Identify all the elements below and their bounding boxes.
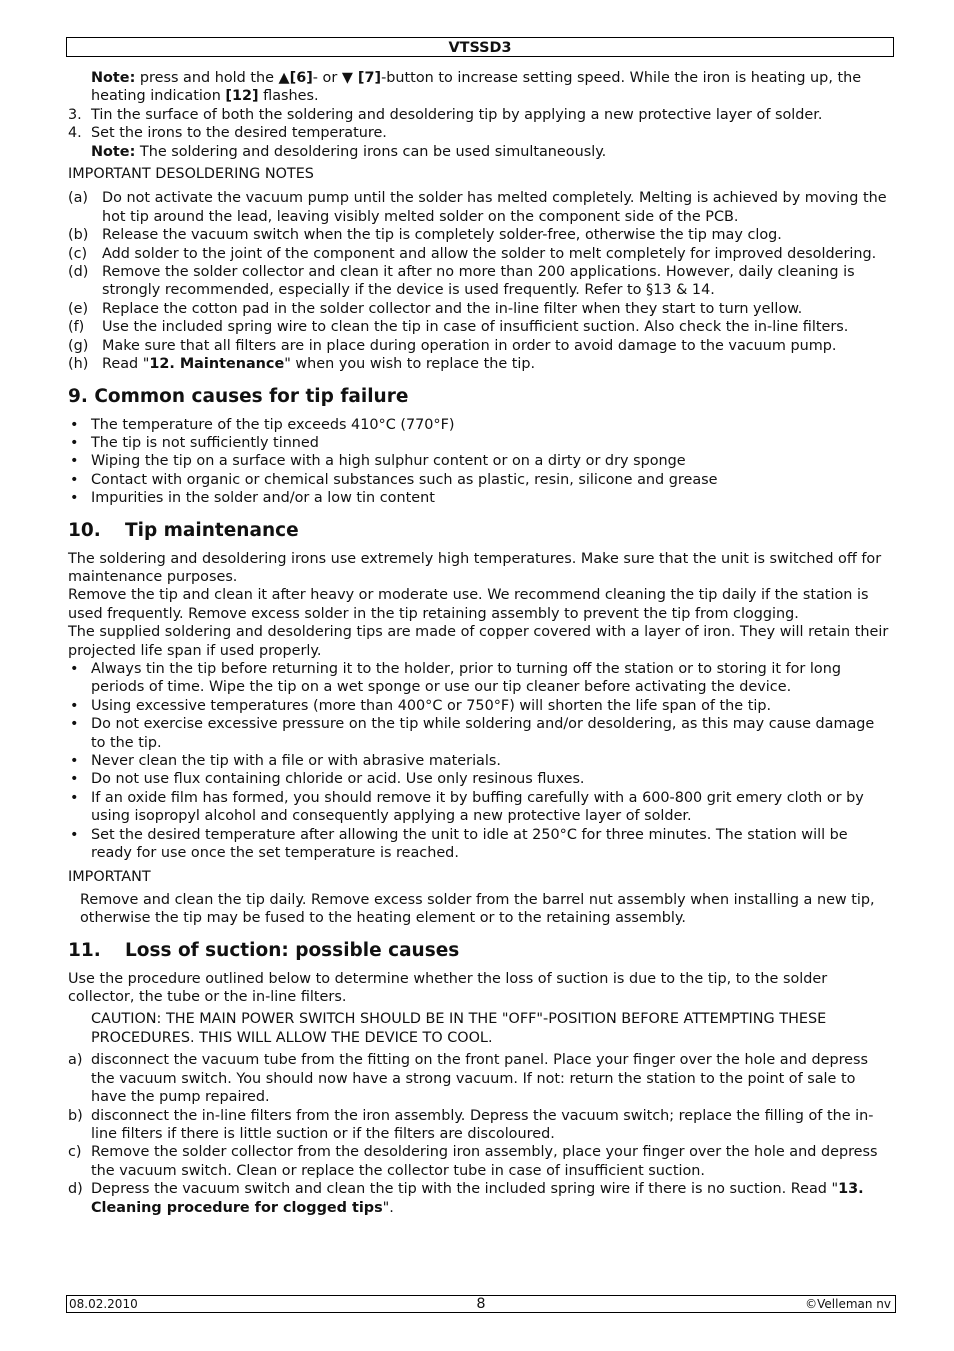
- list-item: [68, 1180, 890, 1217]
- item-text: Read ": [102, 356, 150, 373]
- bullet-icon: •: [70, 789, 79, 806]
- footer-date: 08.02.2010: [69, 1297, 138, 1311]
- list-item: [68, 189, 890, 226]
- item-text: Contact with organic or chemical substances such as plastic, resin, silicone and grease: [91, 471, 718, 488]
- bullet-icon: •: [70, 753, 79, 769]
- item-text: Always tin the tip before returning it to the holder, prior to turning off the station or to storing it for long periods of time. Wipe the tip on a wet sponge or use our tip cleaner before activating the device.: [91, 660, 841, 696]
- item-text: Add solder to the joint of the component and allow the solder to melt completely for improved desoldering.: [102, 245, 877, 262]
- bullet-icon: •: [70, 826, 79, 843]
- bullet-icon: •: [70, 471, 79, 488]
- item-label: b): [68, 1107, 83, 1124]
- item-text: " when you wish to replace the tip.: [284, 356, 536, 373]
- footer-copyright: ©Velleman nv: [805, 1297, 891, 1311]
- section-number: 10.: [68, 519, 101, 541]
- list-item: [68, 416, 890, 434]
- item-text: Use the included spring wire to clean the tip in case of insufficient suction. Also check the in-line filters.: [102, 319, 849, 336]
- note-text: flashes.: [258, 88, 319, 105]
- step-4: [68, 124, 890, 142]
- paragraph: The soldering and desoldering irons use extremely high temperatures. Make sure that the unit is switched off for maintenance purposes.: [68, 550, 882, 585]
- section-10-title: [68, 520, 890, 542]
- list-item: [68, 452, 890, 470]
- bullet-icon: •: [70, 434, 79, 451]
- bullet-icon: •: [70, 453, 79, 470]
- item-label: (a): [68, 190, 89, 207]
- item-text: disconnect the in-line filters from the iron assembly. Depress the vacuum switch; replace the filling of the in-line filters if there is little suction or if the filters are discoloured.: [91, 1107, 874, 1142]
- item-text: Remove the solder collector and clean it after no more than 200 applications. However, daily cleaning is strongly recommended, especially if the device is used frequently. Refer to §13 & 14.: [102, 264, 855, 299]
- section-title-text: Loss of suction: possible causes: [125, 939, 460, 961]
- list-item: [68, 1051, 890, 1106]
- list-item: [68, 697, 890, 715]
- important-text: Remove and clean the tip daily. Remove excess solder from the barrel nut assembly when installing a new tip, otherwise the tip may be fused to the heating element or to the retaining assembly.: [80, 891, 875, 927]
- list-item: [68, 226, 890, 244]
- section-11-title: [68, 940, 890, 962]
- item-text: Do not exercise excessive pressure on the tip while soldering and/or desoldering, as this may cause damage to the tip.: [91, 716, 875, 751]
- list-item: [68, 1107, 890, 1144]
- note-simultaneous: [68, 143, 890, 161]
- list-item: [68, 752, 890, 770]
- list-item: [68, 715, 890, 752]
- section-title-text: Tip maintenance: [125, 519, 299, 541]
- step-text: Tin the surface of both the soldering and desoldering tip by applying a new protective layer of solder.: [91, 106, 823, 123]
- item-label: (e): [68, 300, 89, 317]
- item-label: (b): [68, 227, 89, 244]
- bullet-icon: •: [70, 697, 79, 714]
- note-text: - or: [312, 70, 342, 86]
- item-text: ".: [382, 1199, 394, 1216]
- list-item: [68, 1143, 890, 1180]
- step-number: 4.: [68, 125, 82, 142]
- list-item: [68, 300, 890, 318]
- note-button-down: ▼ [7]: [341, 70, 382, 86]
- item-reference: 12. Maintenance: [149, 356, 285, 373]
- item-text: Depress the vacuum switch and clean the tip with the included spring wire if there is no suction. Read ": [91, 1181, 839, 1198]
- item-text: Remove the solder collector from the desoldering iron assembly, place your finger over the hole and depress the vacuum switch. Clean or replace the collector tube in case of insufficient suction.: [91, 1144, 878, 1179]
- bullet-icon: •: [70, 716, 79, 733]
- step-text: Set the irons to the desired temperature.: [91, 125, 387, 142]
- item-label: (c): [68, 245, 88, 262]
- note-label: Note:: [91, 143, 136, 160]
- item-text: The temperature of the tip exceeds 410°C (770°F): [91, 416, 455, 433]
- desoldering-notes-list: [68, 189, 890, 373]
- item-label: c): [68, 1144, 82, 1161]
- item-text: Never clean the tip with a file or with abrasive materials.: [91, 753, 501, 769]
- section-10-bullets: [68, 660, 890, 862]
- list-item: [68, 660, 890, 697]
- list-item: [68, 355, 890, 373]
- footer-page-number: 8: [476, 1296, 486, 1312]
- caution-text: CAUTION: THE MAIN POWER SWITCH SHOULD BE IN THE "OFF"-POSITION BEFORE ATTEMPTING THESE PROCEDURES. THIS WILL ALLOW THE DEVICE TO COOL.: [91, 1011, 827, 1046]
- item-text: disconnect the vacuum tube from the fitting on the front panel. Place your finger over the hole and depress the vacuum switch. You should now have a strong vacuum. If not: return the station to the point of sale to have the pump repaired.: [91, 1052, 869, 1106]
- item-text: The tip is not sufficiently tinned: [91, 434, 319, 451]
- section-9-bullets: [68, 416, 890, 508]
- note-label: Note:: [91, 70, 136, 86]
- item-text: Set the desired temperature after allowing the unit to idle at 250°C for three minutes. The station will be ready for use once the set temperature is reached.: [91, 826, 848, 862]
- item-label: (d): [68, 264, 89, 281]
- bullet-icon: •: [70, 416, 79, 433]
- step-number: 3.: [68, 106, 82, 123]
- note-button-up: ▲[6]: [278, 70, 313, 86]
- list-item: [68, 471, 890, 489]
- list-item: [68, 826, 890, 863]
- section-9-title: 9. Common causes for tip failure: [68, 385, 409, 407]
- page-content: [68, 69, 890, 1217]
- item-text: If an oxide film has formed, you should remove it by buffing carefully with a 600-800 grit emery cloth or by using isopropyl alcohol and consequently applying a new protective layer of solder.: [91, 789, 864, 825]
- note-indicator: [12]: [225, 88, 259, 105]
- item-text: Wiping the tip on a surface with a high sulphur content or on a dirty or dry sponge: [91, 453, 686, 470]
- page-footer: [66, 1295, 896, 1313]
- item-reference: 13. Cleaning procedure for clogged tips: [91, 1181, 864, 1216]
- paragraph: Use the procedure outlined below to determine whether the loss of suction is due to the tip, to the solder collector, the tube or the in-line filters.: [68, 970, 828, 1006]
- paragraph: Remove the tip and clean it after heavy or moderate use. We recommend cleaning the tip daily if the station is used frequently. Remove excess solder in the tip retaining assembly to prevent the tip from clogging.: [68, 587, 869, 622]
- note-heating: [68, 69, 890, 106]
- page-header: [66, 37, 894, 57]
- bullet-icon: •: [70, 490, 79, 507]
- item-text: Impurities in the solder and/or a low tin content: [91, 490, 435, 507]
- bullet-icon: •: [70, 660, 79, 677]
- list-item: [68, 770, 890, 788]
- item-text: Using excessive temperatures (more than 400°C or 750°F) will shorten the life span of the tip.: [91, 697, 772, 714]
- item-text: Do not use flux containing chloride or acid. Use only resinous fluxes.: [91, 771, 585, 788]
- list-item: [68, 789, 890, 826]
- section-11-list: [68, 1051, 890, 1217]
- note-text: press and hold the: [135, 70, 279, 86]
- item-label: (h): [68, 356, 89, 373]
- item-label: a): [68, 1052, 83, 1069]
- step-3: [68, 106, 890, 124]
- note-text: The soldering and desoldering irons can be used simultaneously.: [135, 143, 607, 160]
- note-text: -button to increase setting speed. While the iron is heating up, the heating indication: [91, 70, 862, 105]
- list-item: [68, 318, 890, 336]
- list-item: [68, 263, 890, 300]
- section-number: 11.: [68, 939, 101, 961]
- item-label: (g): [68, 337, 89, 354]
- item-text: Release the vacuum switch when the tip is completely solder-free, otherwise the tip may clog.: [102, 227, 782, 244]
- bullet-icon: •: [70, 771, 79, 788]
- item-label: (f): [68, 319, 85, 336]
- list-item: [68, 337, 890, 355]
- item-text: Make sure that all filters are in place during operation in order to avoid damage to the vacuum pump.: [102, 337, 837, 354]
- item-text: Replace the cotton pad in the solder collector and the in-line filter when they start to turn yellow.: [102, 300, 803, 317]
- desoldering-notes-title: IMPORTANT DESOLDERING NOTES: [68, 166, 314, 183]
- item-text: Do not activate the vacuum pump until the solder has melted completely. Melting is achieved by moving the hot tip around the lead, leaving visibly melted solder on the component side of the PCB.: [102, 190, 887, 225]
- list-item: [68, 489, 890, 507]
- header-title: VTSSD3: [448, 40, 512, 56]
- list-item: [68, 245, 890, 263]
- paragraph: The supplied soldering and desoldering tips are made of copper covered with a layer of iron. They will retain their projected life span if used properly.: [68, 624, 889, 659]
- item-label: d): [68, 1181, 83, 1198]
- important-label: IMPORTANT: [68, 869, 151, 886]
- list-item: [68, 434, 890, 452]
